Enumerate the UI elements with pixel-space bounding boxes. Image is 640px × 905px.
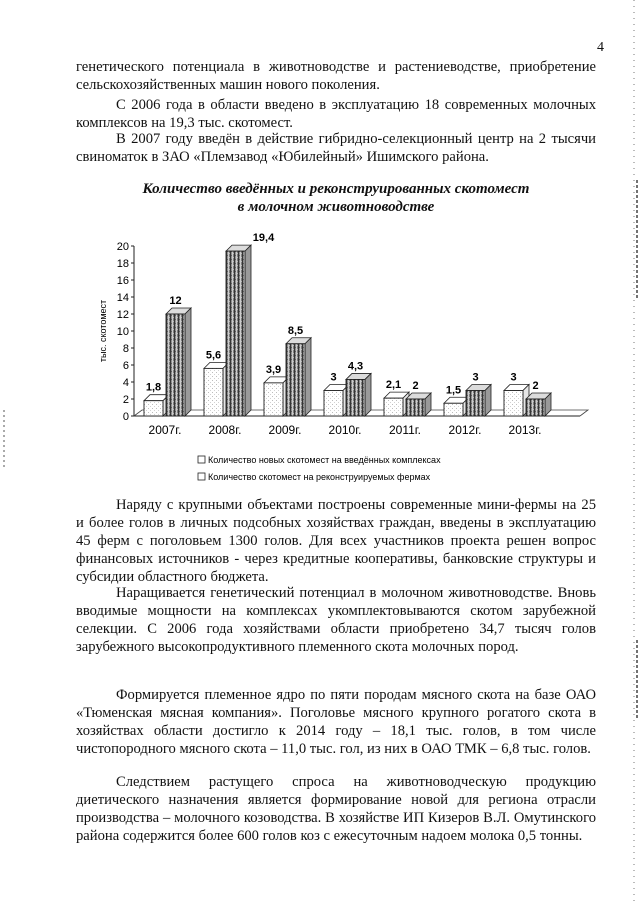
bar-new: [144, 395, 169, 416]
paragraph-6: Формируется племенное ядро по пяти породам мясного скота на базе ОАО «Тюменская мясная компания». Поголовье мясного крупного рогатого скота в хозяйствах области достигло к 2014 году – 18,1 тыс. голов, в том числе чистопородного мясного скота – 11,0 тыс. гол, из них в ОАО ТМК – 6,8 тыс. голов.: [76, 687, 596, 757]
data-label: 1,8: [145, 381, 162, 394]
data-label: 12: [169, 295, 182, 307]
y-tick-label: 10: [116, 326, 129, 338]
bar-side-face: [305, 338, 311, 416]
bar-new: [504, 385, 529, 417]
data-label: 3: [472, 371, 479, 384]
data-label: 3: [330, 371, 337, 384]
bar-reconstructed: [466, 385, 491, 417]
bar-front-face: [466, 391, 485, 417]
bar-front-face: [286, 344, 305, 416]
x-tick-label: 2008г.: [208, 423, 242, 437]
x-tick-label: 2007г.: [148, 423, 182, 437]
bar-front-face: [406, 399, 425, 416]
x-tick-label: 2009г.: [268, 423, 302, 437]
bar-front-face: [384, 398, 403, 416]
data-label: 3,9: [265, 363, 282, 376]
data-label: 1,5: [445, 384, 462, 397]
data-label: 5,6: [205, 349, 222, 362]
bar-new: [204, 362, 229, 416]
x-tick-label: 2013г.: [508, 423, 542, 437]
y-tick-label: 20: [116, 241, 129, 253]
paragraph-5: Наращивается генетический потенциал в молочном животноводстве. Вновь вводимые мощности на комплексах укомплектовываются скотом зарубежной селекции. С 2006 года хозяйствами области приобретено 34,7 тысяч голов зарубежного высокопродуктивного племенного скота молочных пород.: [76, 585, 596, 655]
y-tick-label: 8: [122, 343, 129, 355]
y-tick-label: 2: [122, 394, 129, 406]
bar-front-face: [444, 403, 463, 416]
data-label: 3: [510, 371, 517, 384]
chart-title-line-2: в молочном животноводстве: [237, 199, 435, 215]
legend-label-new: Количество новых скотомест на введённых комплексах: [208, 455, 441, 465]
bar-front-face: [144, 401, 163, 416]
bar-front-face: [204, 368, 223, 416]
y-tick-label: 16: [116, 275, 129, 287]
legend-swatch-reconstructed: [198, 473, 205, 480]
y-tick-label: 4: [122, 377, 129, 389]
data-label: 19,4: [252, 232, 275, 245]
chart-title: [76, 180, 596, 216]
bar-front-face: [346, 379, 365, 416]
bar-front-face: [166, 314, 185, 416]
data-label: 2,1: [385, 379, 402, 392]
bar-side-face: [365, 373, 371, 416]
y-tick-label: 6: [122, 360, 129, 372]
paragraph-1: генетического потенциала в животноводстве и растениеводстве, приобретение сельскохозяйственных машин нового поколения.: [76, 59, 596, 93]
bar-new: [264, 377, 289, 416]
bar-front-face: [324, 391, 343, 417]
chart-title-line-1: Количество введённых и реконструированных скотомест: [142, 181, 530, 197]
bar-front-face: [504, 391, 523, 417]
y-axis-label: тыс. скотомест: [98, 299, 108, 363]
y-tick-label: 14: [116, 292, 129, 304]
paragraph-7: Следствием растущего спроса на животноводческую продукцию диетического назначения является формирование новой для региона отрасли производства – молочного козоводства. В хозяйстве ИП Кизеров В.Л. Омутинского района содержится более 600 голов коз с ежесуточным надоем молока 0,5 тонны.: [76, 774, 596, 844]
data-label: 4,3: [347, 360, 364, 373]
bar-front-face: [226, 251, 245, 416]
bar-reconstructed: [286, 338, 311, 416]
bar-new: [384, 392, 409, 416]
bar-reconstructed: [166, 308, 191, 416]
bar-reconstructed: [346, 373, 371, 416]
bar-side-face: [185, 308, 191, 416]
page-number: 4: [597, 40, 604, 55]
bar-side-face: [485, 385, 491, 417]
bar-front-face: [264, 383, 283, 416]
bar-new: [444, 397, 469, 416]
legend-label-reconstructed: Количество скотомест на реконструируемых фермах: [208, 472, 431, 482]
paragraph-3: В 2007 году введён в действие гибридно-селекционный центр на 2 тысячи свиноматок в ЗАО «Племзавод «Юбилейный» Ишимского района.: [76, 131, 596, 165]
bar-side-face: [245, 245, 251, 416]
paragraph-2: С 2006 года в области введено в эксплуатацию 18 современных молочных комплексов на 19,3 тыс. скотомест.: [76, 97, 596, 131]
chart-legend: [198, 455, 441, 482]
y-tick-label: 0: [122, 411, 129, 423]
bar-reconstructed: [226, 245, 251, 416]
bar-new: [324, 385, 349, 417]
bar-reconstructed: [406, 393, 431, 416]
y-tick-label: 12: [116, 309, 129, 321]
scan-edge-left: [0, 0, 12, 905]
legend-swatch-new: [198, 456, 205, 463]
bar-front-face: [526, 399, 545, 416]
paragraph-4: Наряду с крупными объектами построены современные мини-фермы на 25 и более голов в личных подсобных хозяйствах граждан, введены в эксплуатацию 45 ферм с поголовьем 1300 голов. Для всех участников проекта решен вопрос финансовых источников - через кредитные кооперативы, банковские структуры и субсидии областного бюджета.: [76, 497, 596, 585]
bar-reconstructed: [526, 393, 551, 416]
x-tick-label: 2012г.: [448, 423, 482, 437]
x-tick-label: 2010г.: [328, 423, 362, 437]
scan-edge-right: [628, 0, 640, 905]
data-label: 2: [532, 380, 539, 392]
data-label: 2: [412, 380, 419, 392]
y-tick-label: 18: [116, 258, 129, 270]
data-label: 8,5: [287, 324, 304, 337]
bar-chart: [88, 228, 598, 493]
x-tick-label: 2011г.: [388, 423, 422, 437]
